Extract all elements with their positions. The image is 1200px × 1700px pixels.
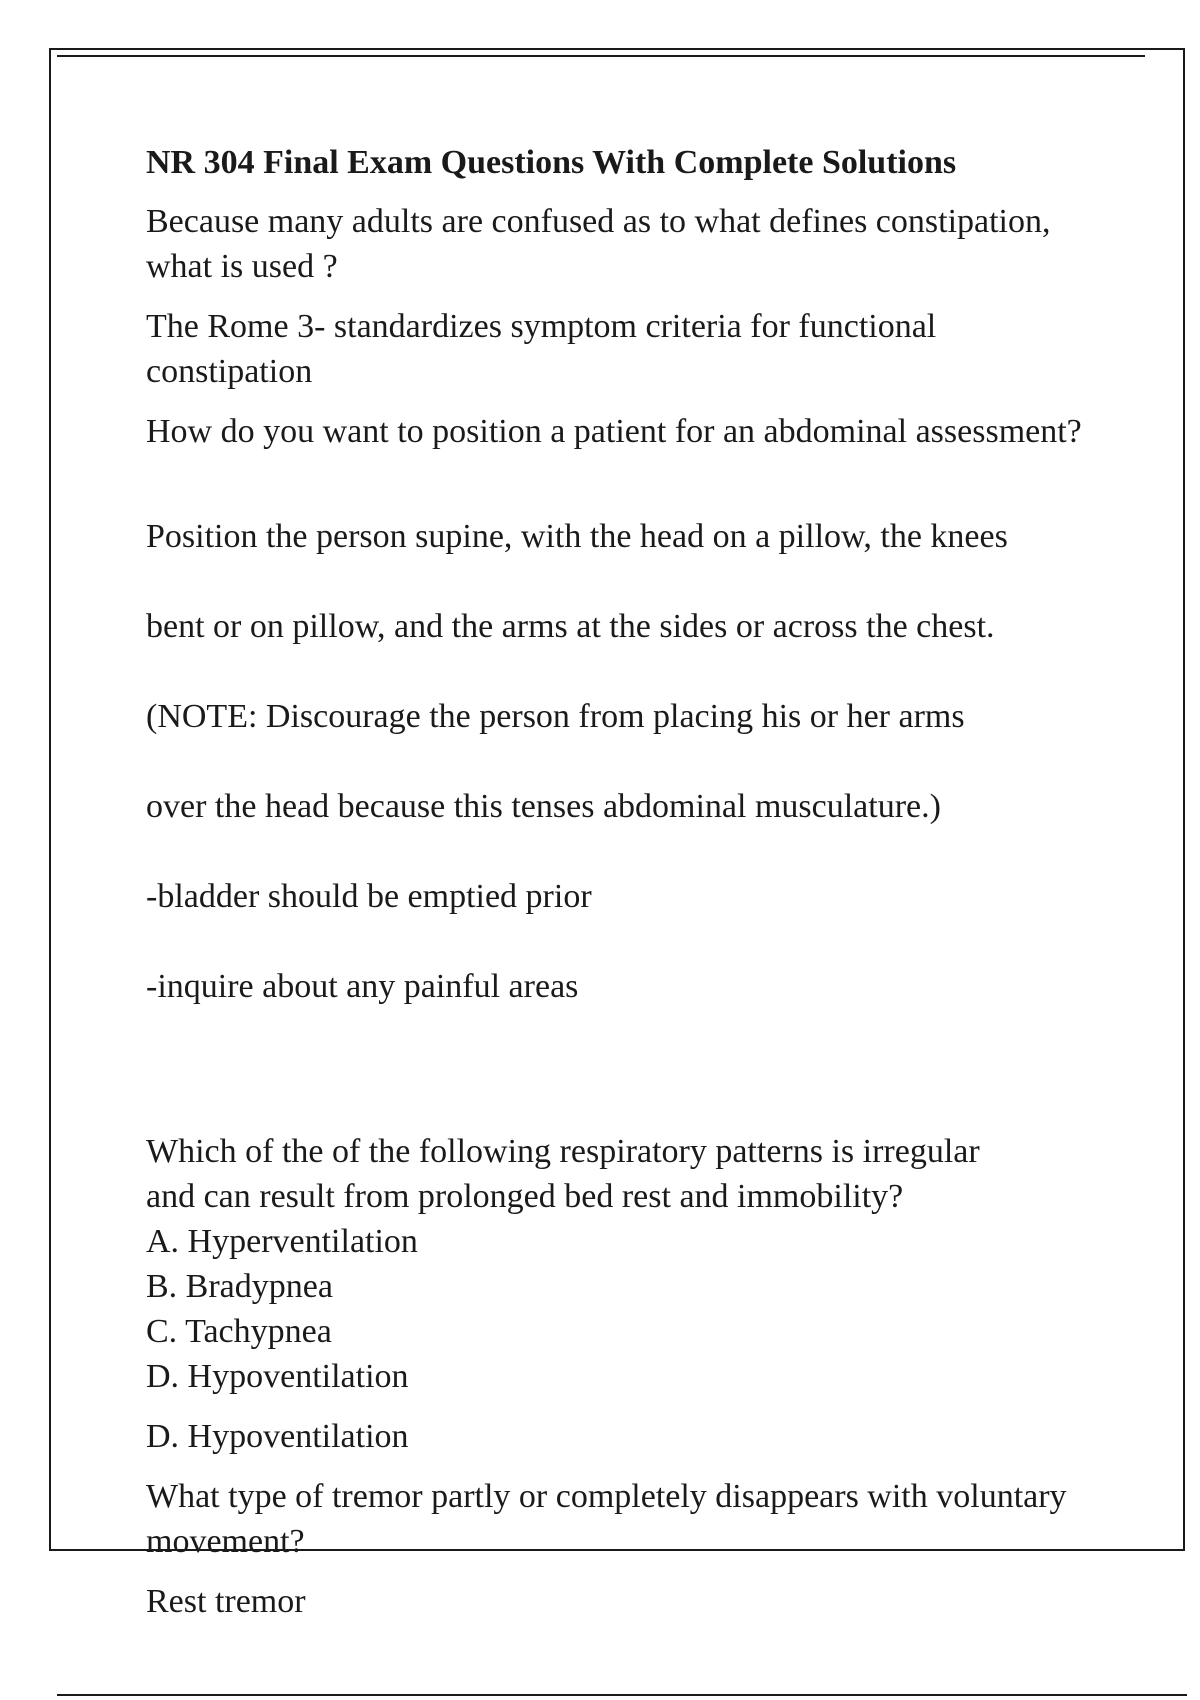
question-3	[146, 1129, 1086, 1399]
spacer	[146, 1069, 1086, 1129]
answer-2-line: -inquire about any painful areas	[146, 968, 579, 1005]
question-3-line: Which of the of the following respiratory patterns is irregular	[146, 1133, 980, 1170]
question-3-line: and can result from prolonged bed rest and immobility?	[146, 1178, 904, 1215]
question-4: What type of tremor partly or completely disappears with voluntary movement?	[146, 1478, 1067, 1560]
answer-2-line: over the head because this tenses abdominal musculature.)	[146, 788, 941, 825]
answer-2-line: Position the person supine, with the head on a pillow, the knees	[146, 518, 1008, 555]
answer-3: D. Hypoventilation	[146, 1418, 409, 1455]
document-body	[146, 140, 1086, 1639]
answer-2-line: -bladder should be emptied prior	[146, 878, 592, 915]
question-1: Because many adults are confused as to what defines constipation, what is used ?	[146, 203, 1051, 285]
document-title: NR 304 Final Exam Questions With Complete Solutions	[146, 144, 957, 181]
answer-4: Rest tremor	[146, 1583, 306, 1620]
option-d: D. Hypoventilation	[146, 1358, 409, 1395]
question-2: How do you want to position a patient for an abdominal assessment?	[146, 413, 1082, 450]
option-a: A. Hyperventilation	[146, 1223, 418, 1260]
option-c: C. Tachypnea	[146, 1313, 332, 1350]
answer-2-line: bent or on pillow, and the arms at the sides or across the chest.	[146, 608, 995, 645]
option-b: B. Bradypnea	[146, 1268, 333, 1305]
bottom-rule	[57, 1694, 1187, 1696]
answer-2-line: (NOTE: Discourage the person from placing his or her arms	[146, 698, 965, 735]
answer-1: The Rome 3- standardizes symptom criteria for functional constipation	[146, 308, 937, 390]
answer-2	[146, 469, 1086, 1054]
top-rule	[57, 55, 1145, 57]
